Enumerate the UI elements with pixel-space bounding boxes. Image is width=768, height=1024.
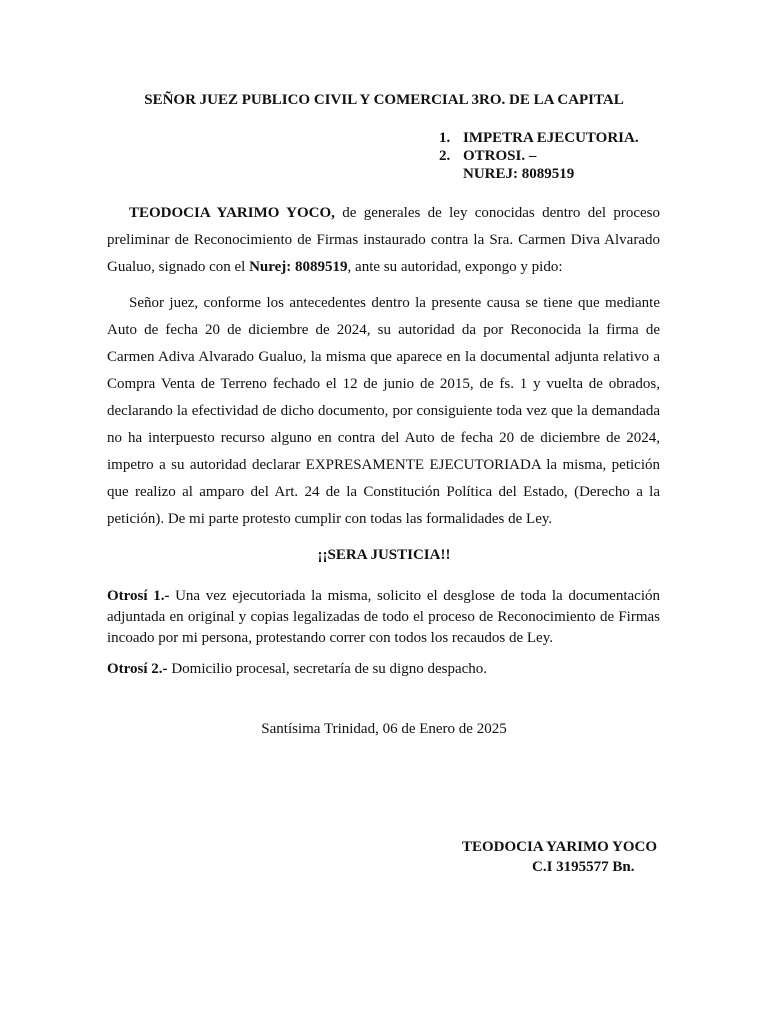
reference-text: IMPETRA EJECUTORIA. xyxy=(463,130,639,146)
otrosi-1-label: Otrosí 1.- xyxy=(107,588,170,604)
intro-text-b: , ante su autoridad, expongo y pido: xyxy=(347,259,563,275)
reference-item xyxy=(439,147,639,165)
intro-paragraph xyxy=(107,200,660,281)
reference-item xyxy=(439,129,639,147)
otrosi-1-paragraph xyxy=(107,586,660,649)
place-date: Santísima Trinidad, 06 de Enero de 2025 xyxy=(261,721,507,737)
reference-text: NUREJ: 8089519 xyxy=(463,166,575,182)
otrosi-2-text: Domicilio procesal, secretaría de su digno despacho. xyxy=(167,661,488,677)
document-heading: SEÑOR JUEZ PUBLICO CIVIL Y COMERCIAL 3RO. DE LA CAPITAL xyxy=(144,92,624,108)
body-text: Señor juez, conforme los antecedentes dentro la presente causa se tiene que mediante Auto de fecha 20 de diciembre de 2024, su autoridad da por Reconocida la firma de Carmen Adiva Alvarado Gualuo, la misma que aparece en la documental adjunta relativo a Compra Venta de Terreno fechado el 12 de junio de 2015, de fs. 1 y vuelta de obrados, declarando la efectividad de dicho documento, por consiguiente toda vez que la demandada no ha interpuesto recurso alguno en contra del Auto de fecha 20 de diciembre de 2024, impetro a su autoridad declarar EXPRESAMENTE EJECUTORIADA la misma, petición que realizo al amparo del Art. 24 de la Constitución Política del Estado, (Derecho a la petición). De mi parte protesto cumplir con todas las formalidades de Ley. xyxy=(107,295,660,527)
justicia-line: ¡¡SERA JUSTICIA!! xyxy=(317,547,451,563)
petitioner-name: TEODOCIA YARIMO YOCO, xyxy=(129,205,335,221)
reference-item xyxy=(439,165,639,183)
intro-text-a: de generales de ley conocidas dentro del proceso preliminar de Reconocimiento de Firmas instaurado contra la Sra. Carmen Diva Alvarado Gualuo, signado con el xyxy=(107,205,661,275)
otrosi-2-label: Otrosí 2.- xyxy=(107,661,168,677)
nurej-reference: Nurej: 8089519 xyxy=(249,259,348,275)
reference-number: 1. xyxy=(439,130,451,146)
signature-ci: C.I 3195577 Bn. xyxy=(532,859,635,875)
body-paragraph xyxy=(107,290,660,533)
reference-list xyxy=(439,129,639,183)
reference-text: OTROSI. – xyxy=(463,148,537,164)
reference-number xyxy=(439,165,463,183)
signature-name: TEODOCIA YARIMO YOCO xyxy=(462,839,658,855)
otrosi-1-text: Una vez ejecutoriada la misma, solicito el desglose de toda la documentación adjuntada en original y copias legalizadas de todo el proceso de Reconocimiento de Firmas incoado por mi persona, protestando correr con todos los recaudos de Ley. xyxy=(107,588,660,646)
reference-number: 2. xyxy=(439,148,451,164)
otrosi-2-paragraph xyxy=(107,659,660,680)
